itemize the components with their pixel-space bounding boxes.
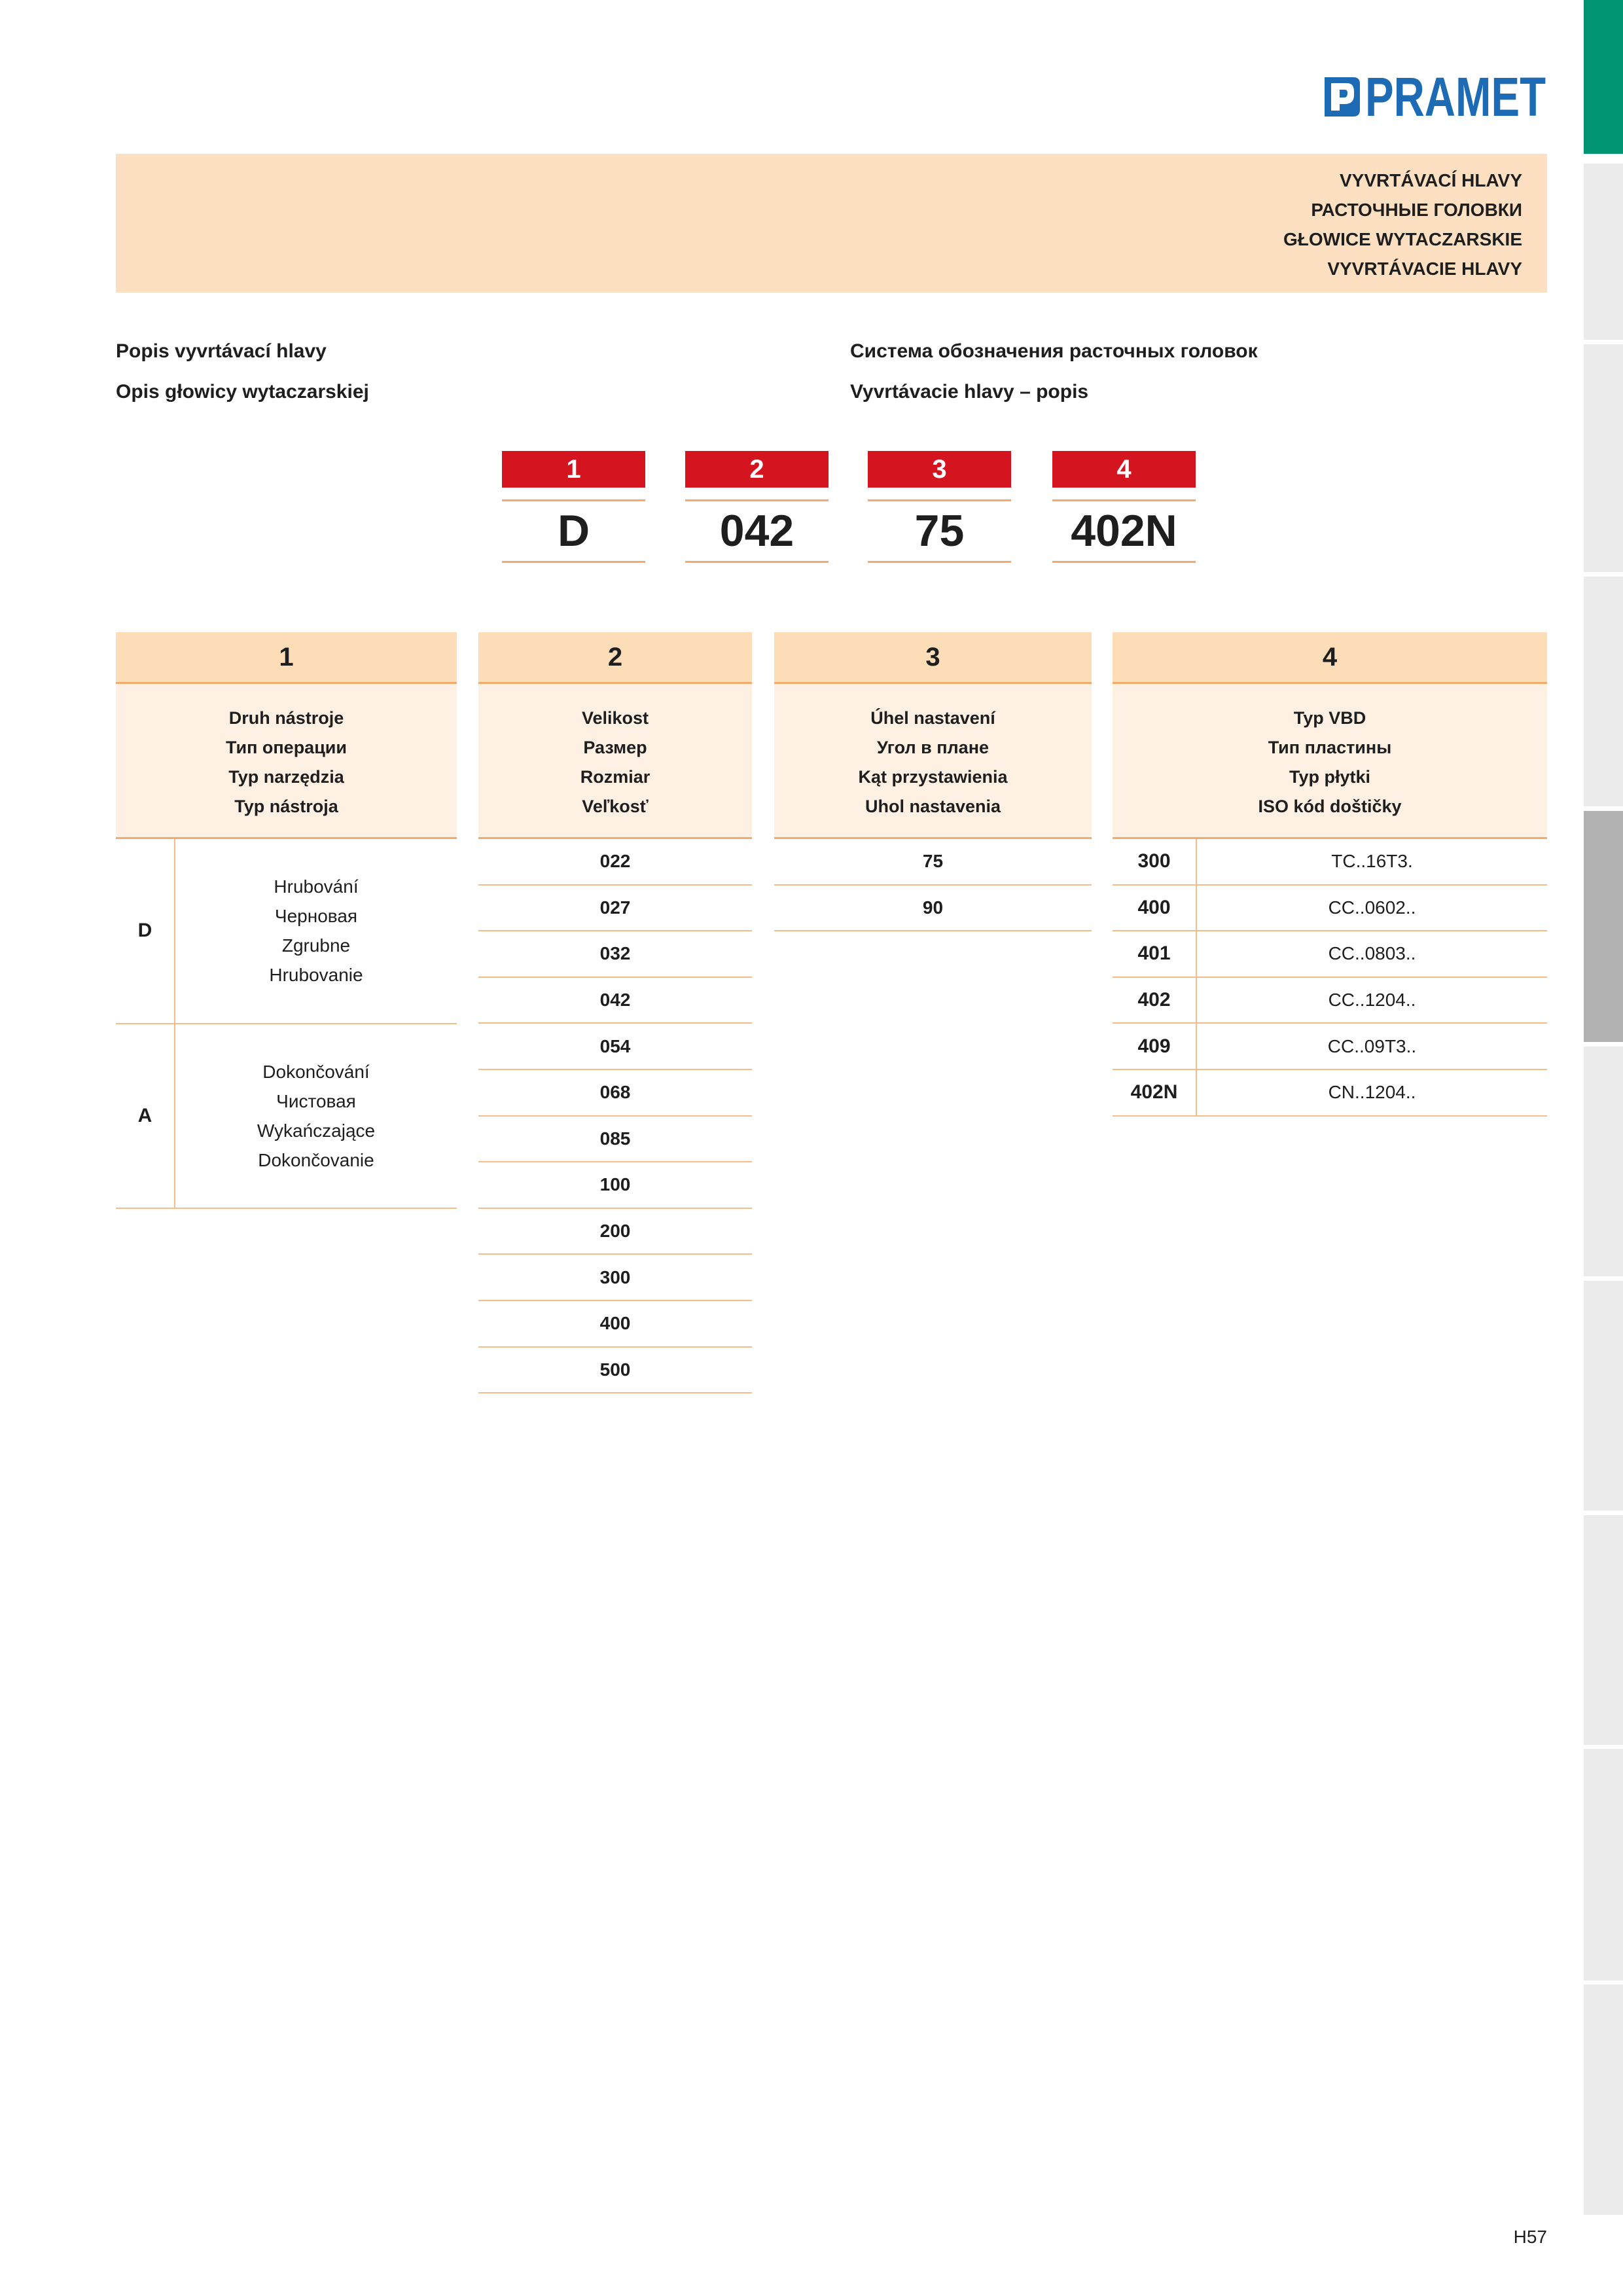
size-value: 032 xyxy=(478,931,752,978)
table-row xyxy=(116,1024,457,1210)
designation-part xyxy=(868,451,1011,563)
section-tab xyxy=(1584,1047,1623,1276)
insert-iso-code: CC..0602.. xyxy=(1328,897,1416,918)
table-row xyxy=(1113,1070,1547,1117)
heading-line: Typ płytki xyxy=(1289,767,1371,787)
size-value: 027 xyxy=(478,886,752,932)
section-title-line: Popis vyvrtávací hlavy xyxy=(116,340,327,362)
section-tab xyxy=(1584,1281,1623,1511)
operation-description xyxy=(175,839,457,1023)
column-angle xyxy=(774,632,1092,931)
designation-position-badge: 2 xyxy=(685,451,829,488)
insert-code: 400 xyxy=(1113,886,1197,931)
description-line: Черновая xyxy=(274,906,358,927)
insert-code: 402 xyxy=(1113,978,1197,1023)
designation-value: 402N xyxy=(1052,499,1196,563)
description-line: Чистовая xyxy=(276,1090,356,1111)
category-title: РАСТОЧНЫЕ ГОЛОВКИ xyxy=(1311,200,1522,220)
table-row xyxy=(1113,931,1547,978)
pramet-mark-icon xyxy=(1325,77,1360,117)
section-title-left xyxy=(116,331,369,412)
heading-line: Тип пластины xyxy=(1268,738,1392,757)
column-heading xyxy=(1113,684,1547,839)
table-row xyxy=(1113,1024,1547,1070)
section-tab xyxy=(1584,1984,1623,2215)
designation-value: D xyxy=(502,499,645,563)
section-title-line: Vyvrtávacie hlavy – popis xyxy=(850,381,1089,403)
insert-iso-code: TC..16T3. xyxy=(1331,851,1413,872)
angle-value: 75 xyxy=(774,839,1092,886)
table-row xyxy=(1113,886,1547,932)
column-heading xyxy=(774,684,1092,839)
category-header xyxy=(116,154,1547,293)
column-heading xyxy=(116,684,457,839)
section-tab-current xyxy=(1584,0,1623,154)
page-number: H57 xyxy=(1513,2227,1547,2247)
operation-code: D xyxy=(116,839,175,1023)
size-value: 300 xyxy=(478,1255,752,1301)
category-title: VYVRTÁVACIE HLAVY xyxy=(1327,259,1522,279)
designation-part xyxy=(685,451,829,563)
heading-line: Velikost xyxy=(581,708,649,728)
column-tool-type xyxy=(116,632,457,1209)
description-line: Zgrubne xyxy=(281,935,351,956)
section-tab xyxy=(1584,344,1623,572)
size-value: 100 xyxy=(478,1162,752,1209)
designation-position-badge: 3 xyxy=(868,451,1011,488)
designation-part xyxy=(502,451,645,563)
heading-line: Тип операции xyxy=(226,738,347,757)
column-number: 2 xyxy=(478,632,752,684)
column-size xyxy=(478,632,752,1393)
column-number: 4 xyxy=(1113,632,1547,684)
insert-code: 402N xyxy=(1113,1070,1197,1115)
insert-iso-code: CC..0803.. xyxy=(1328,943,1416,964)
pramet-logo xyxy=(1323,66,1547,128)
operation-description xyxy=(175,1024,457,1208)
section-title-line: Opis głowicy wytaczarskiej xyxy=(116,381,369,403)
designation-position-badge: 1 xyxy=(502,451,645,488)
size-value: 022 xyxy=(478,839,752,886)
category-title: VYVRTÁVACÍ HLAVY xyxy=(1340,170,1522,190)
operation-code: A xyxy=(116,1024,175,1208)
column-heading xyxy=(478,684,752,839)
size-value: 068 xyxy=(478,1070,752,1117)
heading-line: Typ nástroja xyxy=(234,797,338,816)
table-row xyxy=(116,839,457,1024)
description-line: Dokončovanie xyxy=(258,1149,374,1170)
insert-code: 401 xyxy=(1113,931,1197,977)
column-number: 1 xyxy=(116,632,457,684)
description-line: Hrubovanie xyxy=(269,965,363,986)
designation-value: 042 xyxy=(685,499,829,563)
insert-iso-code: CC..1204.. xyxy=(1328,990,1416,1011)
designation-position-badge: 4 xyxy=(1052,451,1196,488)
size-value: 054 xyxy=(478,1024,752,1070)
heading-line: Угол в плане xyxy=(876,738,990,757)
insert-code: 300 xyxy=(1113,839,1197,884)
designation-part xyxy=(1052,451,1196,563)
section-tab xyxy=(1584,1515,1623,1745)
insert-iso-code: CN..1204.. xyxy=(1328,1082,1416,1103)
size-value: 400 xyxy=(478,1301,752,1348)
heading-line: Typ VBD xyxy=(1293,708,1366,728)
heading-line: Druh nástroje xyxy=(228,708,344,728)
angle-value: 90 xyxy=(774,886,1092,932)
designation-value: 75 xyxy=(868,499,1011,563)
table-row xyxy=(1113,839,1547,886)
insert-code: 409 xyxy=(1113,1024,1197,1069)
description-line: Hrubování xyxy=(274,876,359,897)
heading-line: Rozmiar xyxy=(580,767,651,787)
heading-line: Typ narzędzia xyxy=(228,767,344,787)
size-value: 500 xyxy=(478,1348,752,1394)
description-line: Wykańczające xyxy=(257,1120,376,1141)
section-title-right xyxy=(850,331,1258,412)
heading-line: Úhel nastavení xyxy=(870,708,995,728)
heading-line: Veľkosť xyxy=(582,797,649,816)
section-title-line: Система обозначения расточных головок xyxy=(850,340,1258,362)
insert-iso-code: CC..09T3.. xyxy=(1327,1035,1417,1056)
heading-line: Uhol nastavenia xyxy=(865,797,1001,816)
section-tab-active xyxy=(1584,811,1623,1042)
section-tab xyxy=(1584,1749,1623,1981)
section-tab xyxy=(1584,577,1623,806)
brand-name: PRAMET xyxy=(1365,66,1546,128)
size-value: 042 xyxy=(478,978,752,1024)
size-value: 085 xyxy=(478,1117,752,1163)
section-tab xyxy=(1584,164,1623,340)
heading-line: Kąt przystawienia xyxy=(858,767,1008,787)
category-title: GŁOWICE WYTACZARSKIE xyxy=(1283,229,1522,249)
description-line: Dokončování xyxy=(262,1061,370,1082)
table-row xyxy=(1113,978,1547,1024)
heading-line: Размер xyxy=(583,738,647,757)
heading-line: ISO kód doštičky xyxy=(1258,797,1402,816)
column-number: 3 xyxy=(774,632,1092,684)
size-value: 200 xyxy=(478,1209,752,1255)
column-insert-type xyxy=(1113,632,1547,1117)
